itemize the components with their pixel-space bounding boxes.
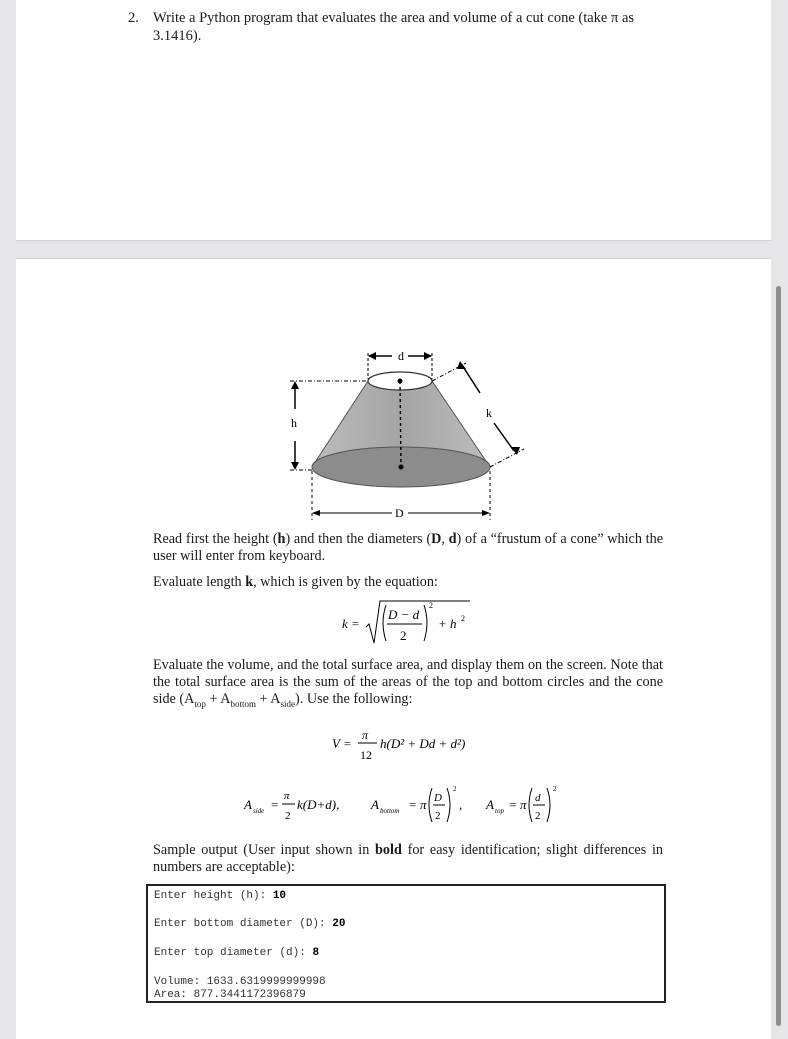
svg-text:12: 12 xyxy=(360,748,372,762)
svg-text:D − d: D − d xyxy=(388,607,420,622)
svg-text:=: = xyxy=(509,797,517,812)
label-k: k xyxy=(486,406,492,420)
console-line-bottom-diameter: Enter bottom diameter (D): 20 xyxy=(154,918,346,930)
console-line-height: Enter height (h): 10 xyxy=(154,890,287,902)
svg-text:D: D xyxy=(434,792,442,804)
scrollbar[interactable] xyxy=(776,286,781,1026)
svg-text:2: 2 xyxy=(453,785,457,793)
svg-text:d: d xyxy=(535,792,541,804)
svg-text:2: 2 xyxy=(535,810,541,822)
svg-text:V =: V = xyxy=(332,736,352,751)
svg-text:2: 2 xyxy=(461,614,465,623)
svg-text:2: 2 xyxy=(429,601,433,610)
svg-text:2: 2 xyxy=(285,810,291,822)
frustum-figure xyxy=(280,345,530,525)
svg-text:π: π xyxy=(284,790,290,802)
svg-text:,: , xyxy=(459,797,463,812)
label-d: d xyxy=(398,349,404,363)
svg-text:2: 2 xyxy=(553,785,557,793)
sample-output-note: Sample output (User input shown in bold for easy identification; slight differences in numbers are acceptable): xyxy=(153,842,663,875)
svg-text:π: π xyxy=(362,728,369,742)
label-D: D xyxy=(395,506,404,520)
sample-output-console xyxy=(146,884,666,1003)
svg-text:=: = xyxy=(271,797,279,812)
read-instructions: Read first the height (h) and then the diameters (D, d) of a “frustum of a cone” which the user will enter from keyboard. xyxy=(153,531,664,564)
axis-line xyxy=(400,381,401,467)
svg-text:side: side xyxy=(253,807,265,815)
svg-text:k =: k = xyxy=(342,616,360,631)
console-line-top-diameter: Enter top diameter (d): 8 xyxy=(154,947,320,959)
svg-text:π: π xyxy=(420,797,427,812)
svg-text:top: top xyxy=(495,807,504,815)
equation-k xyxy=(340,595,480,651)
svg-text:k(D+d),: k(D+d), xyxy=(297,797,340,812)
question-text: Write a Python program that evaluates the area and volume of a cut cone (take π as 3.1416). xyxy=(153,10,635,44)
console-line-volume: Volume: 1633.6319999999998 xyxy=(154,976,326,988)
evaluate-k-text: Evaluate length k, which is given by the equation: xyxy=(153,574,438,590)
svg-text:A: A xyxy=(371,797,379,812)
svg-text:bottom: bottom xyxy=(380,807,400,815)
svg-text:π: π xyxy=(520,797,527,812)
svg-text:2: 2 xyxy=(400,628,407,643)
svg-text:2: 2 xyxy=(435,810,441,822)
question-number: 2. xyxy=(128,10,139,26)
svg-text:A: A xyxy=(486,797,494,812)
svg-text:A: A xyxy=(244,797,252,812)
console-line-area: Area: 877.3441172396879 xyxy=(154,989,306,1001)
svg-text:+ h: + h xyxy=(438,616,457,631)
equation-volume xyxy=(330,722,500,764)
equation-areas xyxy=(240,782,590,828)
svg-text:h(D² + Dd + d²): h(D² + Dd + d²) xyxy=(380,736,466,751)
svg-text:=: = xyxy=(409,797,417,812)
label-h: h xyxy=(291,416,297,430)
volume-area-instructions: Evaluate the volume, and the total surface area, and display them on the screen. Note that the total surface area is the sum of the areas of the top and bottom circles and the cone side $(A_{top} + A_{bottom} + A_{side})$. Use the following: xyxy=(153,657,663,709)
